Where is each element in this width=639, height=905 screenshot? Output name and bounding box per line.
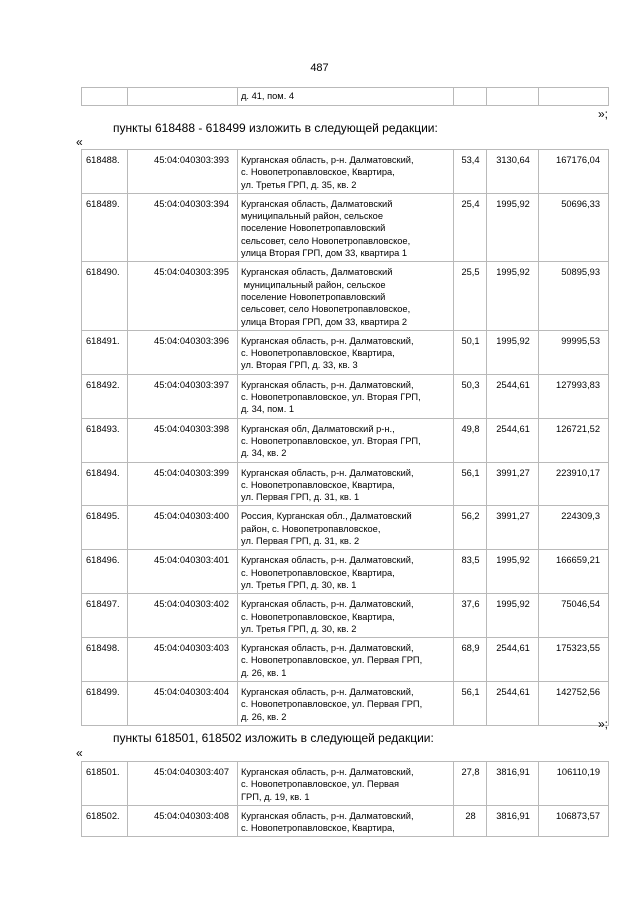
area-cell: 53,4: [454, 150, 487, 194]
cadastral-number-cell: 45:04:040303:401: [128, 550, 238, 594]
area-cell: 27,8: [454, 762, 487, 806]
value-cell: 106110,19: [539, 762, 609, 806]
address-line: с. Новопетропавловское, Квартира,: [241, 348, 395, 359]
table-row: [82, 462, 609, 506]
value-cell: 166659,21: [539, 550, 609, 594]
address-cell: [238, 550, 454, 594]
value-cell: 223910,17: [539, 462, 609, 506]
table-row: [82, 150, 609, 194]
value-cell: 106873,57: [539, 805, 609, 837]
item-number-cell: 618493.: [82, 418, 128, 462]
address-line: район, с. Новопетропавловское,: [241, 523, 381, 534]
address-line: Курганская область, р-н. Далматовский,: [241, 686, 414, 697]
cadastral-number-cell: 45:04:040303:394: [128, 193, 238, 261]
address-line: с. Новопетропавловское, Квартира,: [241, 567, 395, 578]
address-line: поселение Новопетропавловский: [241, 291, 386, 302]
address-line: Курганская область, р-н. Далматовский,: [241, 555, 414, 566]
table-row: [82, 374, 609, 418]
item-number-cell: 618490.: [82, 262, 128, 330]
item-number-cell: 618494.: [82, 462, 128, 506]
address-line: с. Новопетропавловское, ул. Вторая ГРП,: [241, 435, 421, 446]
address-line: ул. Первая ГРП, д. 31, кв. 1: [241, 492, 360, 503]
area-cell: 50,3: [454, 374, 487, 418]
value-cell: 50696,33: [539, 193, 609, 261]
rate-cell: 3130,64: [487, 150, 539, 194]
rate-cell: 2544,61: [487, 681, 539, 725]
cell: [487, 88, 539, 106]
rate-cell: 3991,27: [487, 462, 539, 506]
opening-quote: «: [76, 746, 83, 760]
rate-cell: 2544,61: [487, 638, 539, 682]
cadastral-number-cell: 45:04:040303:396: [128, 330, 238, 374]
address-line: муниципальный район, сельское: [241, 279, 386, 290]
address-cell: [238, 638, 454, 682]
rate-cell: 1995,92: [487, 594, 539, 638]
address-line: д. 34, кв. 2: [241, 448, 287, 459]
table-row: [82, 88, 609, 106]
address-line: Курганская область, р-н. Далматовский,: [241, 643, 414, 654]
rate-cell: 2544,61: [487, 418, 539, 462]
address-line: ул. Третья ГРП, д. 30, кв. 2: [241, 623, 357, 634]
address-line: д. 26, кв. 2: [241, 711, 287, 722]
address-line: Курганская область, р-н. Далматовский,: [241, 767, 414, 777]
address-cell: [238, 681, 454, 725]
value-cell: 50895,93: [539, 262, 609, 330]
instruction-text: пункты 618488 - 618499 изложить в следующей редакции:: [113, 121, 438, 135]
table-row: [82, 762, 609, 806]
table-row: [82, 330, 609, 374]
opening-quote: «: [76, 135, 83, 149]
address-cell: [238, 193, 454, 261]
table-row: [82, 594, 609, 638]
area-cell: 56,2: [454, 506, 487, 550]
address-cell: [238, 462, 454, 506]
area-cell: 83,5: [454, 550, 487, 594]
cadastral-number-cell: 45:04:040303:393: [128, 150, 238, 194]
address-cell: [238, 418, 454, 462]
address-line: муниципальный район, сельское: [241, 211, 383, 222]
cadastral-number-cell: 45:04:040303:397: [128, 374, 238, 418]
cadastral-number-cell: 45:04:040303:400: [128, 506, 238, 550]
address-line: Курганская область, Далматовский: [241, 267, 393, 278]
address-line: Курганская область, р-н. Далматовский,: [241, 599, 414, 610]
rate-cell: 3816,91: [487, 805, 539, 837]
table-row: [82, 506, 609, 550]
value-cell: 126721,52: [539, 418, 609, 462]
item-number-cell: 618492.: [82, 374, 128, 418]
address-line: ул. Третья ГРП, д. 30, кв. 1: [241, 579, 357, 590]
address-line: Курганская область, р-н. Далматовский,: [241, 810, 414, 821]
instruction-text: пункты 618501, 618502 изложить в следующей редакции:: [113, 731, 434, 745]
area-cell: 25,4: [454, 193, 487, 261]
area-cell: 49,8: [454, 418, 487, 462]
cadastral-number-cell: 45:04:040303:399: [128, 462, 238, 506]
table-prev-fragment: [81, 87, 609, 106]
address-line: Курганская область, р-н. Далматовский,: [241, 155, 414, 165]
item-number-cell: 618499.: [82, 681, 128, 725]
address-line: ул. Третья ГРП, д. 35, кв. 2: [241, 179, 357, 190]
address-line: с. Новопетропавловское, ул. Первая ГРП,: [241, 655, 423, 666]
cadastral-number-cell: 45:04:040303:402: [128, 594, 238, 638]
item-number-cell: 618491.: [82, 330, 128, 374]
cell: [128, 88, 238, 106]
address-line: с. Новопетропавловское, ул. Первая ГРП,: [241, 699, 423, 710]
area-cell: 56,1: [454, 462, 487, 506]
rate-cell: 1995,92: [487, 330, 539, 374]
address-cell: [238, 762, 454, 806]
address-line: улица Вторая ГРП, дом 33, квартира 1: [241, 248, 408, 259]
address-line: Курганская область, Далматовский: [241, 198, 393, 209]
area-cell: 68,9: [454, 638, 487, 682]
address-line: с. Новопетропавловское, Квартира,: [241, 611, 395, 622]
item-number-cell: 618489.: [82, 193, 128, 261]
address-line: с. Новопетропавловское, Квартира,: [241, 479, 395, 490]
address-line: сельсовет, село Новопетропавловское,: [241, 304, 411, 315]
cell: [539, 88, 609, 106]
address-line: Россия, Курганская обл., Далматовский: [241, 511, 412, 522]
value-cell: 127993,83: [539, 374, 609, 418]
address-cell: [238, 330, 454, 374]
address-cell: [238, 594, 454, 638]
address-line: поселение Новопетропавловский: [241, 223, 386, 234]
area-cell: 56,1: [454, 681, 487, 725]
area-cell: 28: [454, 805, 487, 837]
cadastral-number-cell: 45:04:040303:403: [128, 638, 238, 682]
item-number-cell: 618498.: [82, 638, 128, 682]
value-cell: 224309,3: [539, 506, 609, 550]
rate-cell: 3991,27: [487, 506, 539, 550]
address-line: ул. Вторая ГРП, д. 33, кв. 3: [241, 360, 358, 371]
address-line: с. Новопетропавловское, Квартира,: [241, 823, 395, 834]
cadastral-number-cell: 45:04:040303:398: [128, 418, 238, 462]
rate-cell: 2544,61: [487, 374, 539, 418]
item-number-cell: 618502.: [82, 805, 128, 837]
item-number-cell: 618501.: [82, 762, 128, 806]
table-section-2: [81, 761, 609, 837]
item-number-cell: 618495.: [82, 506, 128, 550]
item-number-cell: 618496.: [82, 550, 128, 594]
address-line: д. 26, кв. 1: [241, 667, 287, 678]
cadastral-number-cell: 45:04:040303:395: [128, 262, 238, 330]
cadastral-number-cell: 45:04:040303:407: [128, 762, 238, 806]
area-cell: 37,6: [454, 594, 487, 638]
address-line: с. Новопетропавловское, ул. Первая: [241, 779, 400, 790]
rate-cell: 1995,92: [487, 550, 539, 594]
value-cell: 75046,54: [539, 594, 609, 638]
address-line: ул. Первая ГРП, д. 31, кв. 2: [241, 536, 360, 547]
table-row: [82, 638, 609, 682]
cell: д. 41, пом. 4: [238, 88, 454, 106]
item-number-cell: 618488.: [82, 150, 128, 194]
address-cell: [238, 374, 454, 418]
table-row: [82, 550, 609, 594]
cadastral-number-cell: 45:04:040303:408: [128, 805, 238, 837]
address-cell: [238, 262, 454, 330]
address-line: ГРП, д. 19, кв. 1: [241, 791, 310, 802]
address-line: улица Вторая ГРП, дом 33, квартира 2: [241, 316, 408, 327]
address-line: Курганская область, р-н. Далматовский,: [241, 379, 414, 390]
table-row: [82, 193, 609, 261]
value-cell: 99995,53: [539, 330, 609, 374]
table-row: [82, 805, 609, 837]
address-line: сельсовет, село Новопетропавловское,: [241, 235, 411, 246]
address-line: Курганская область, р-н. Далматовский,: [241, 467, 414, 478]
rate-cell: 1995,92: [487, 262, 539, 330]
address-cell: [238, 805, 454, 837]
table-row: [82, 681, 609, 725]
closing-quote: »;: [597, 717, 608, 731]
address-line: Курганская обл, Далматовский р-н.,: [241, 423, 395, 434]
value-cell: 167176,04: [539, 150, 609, 194]
rate-cell: 1995,92: [487, 193, 539, 261]
area-cell: 50,1: [454, 330, 487, 374]
cell: [454, 88, 487, 106]
address-cell: [238, 506, 454, 550]
item-number-cell: 618497.: [82, 594, 128, 638]
closing-quote: »;: [597, 107, 608, 121]
table-section-1: [81, 149, 609, 726]
address-line: Курганская область, р-н. Далматовский,: [241, 335, 414, 346]
address-line: с. Новопетропавловское, ул. Вторая ГРП,: [241, 392, 421, 403]
area-cell: 25,5: [454, 262, 487, 330]
cell: [82, 88, 128, 106]
table-row: [82, 418, 609, 462]
value-cell: 175323,55: [539, 638, 609, 682]
page-number: 487: [310, 62, 329, 74]
value-cell: 142752,56: [539, 681, 609, 725]
cadastral-number-cell: 45:04:040303:404: [128, 681, 238, 725]
table-row: [82, 262, 609, 330]
address-cell: [238, 150, 454, 194]
rate-cell: 3816,91: [487, 762, 539, 806]
address-line: с. Новопетропавловское, Квартира,: [241, 167, 395, 178]
address-line: д. 34, пом. 1: [241, 404, 295, 415]
